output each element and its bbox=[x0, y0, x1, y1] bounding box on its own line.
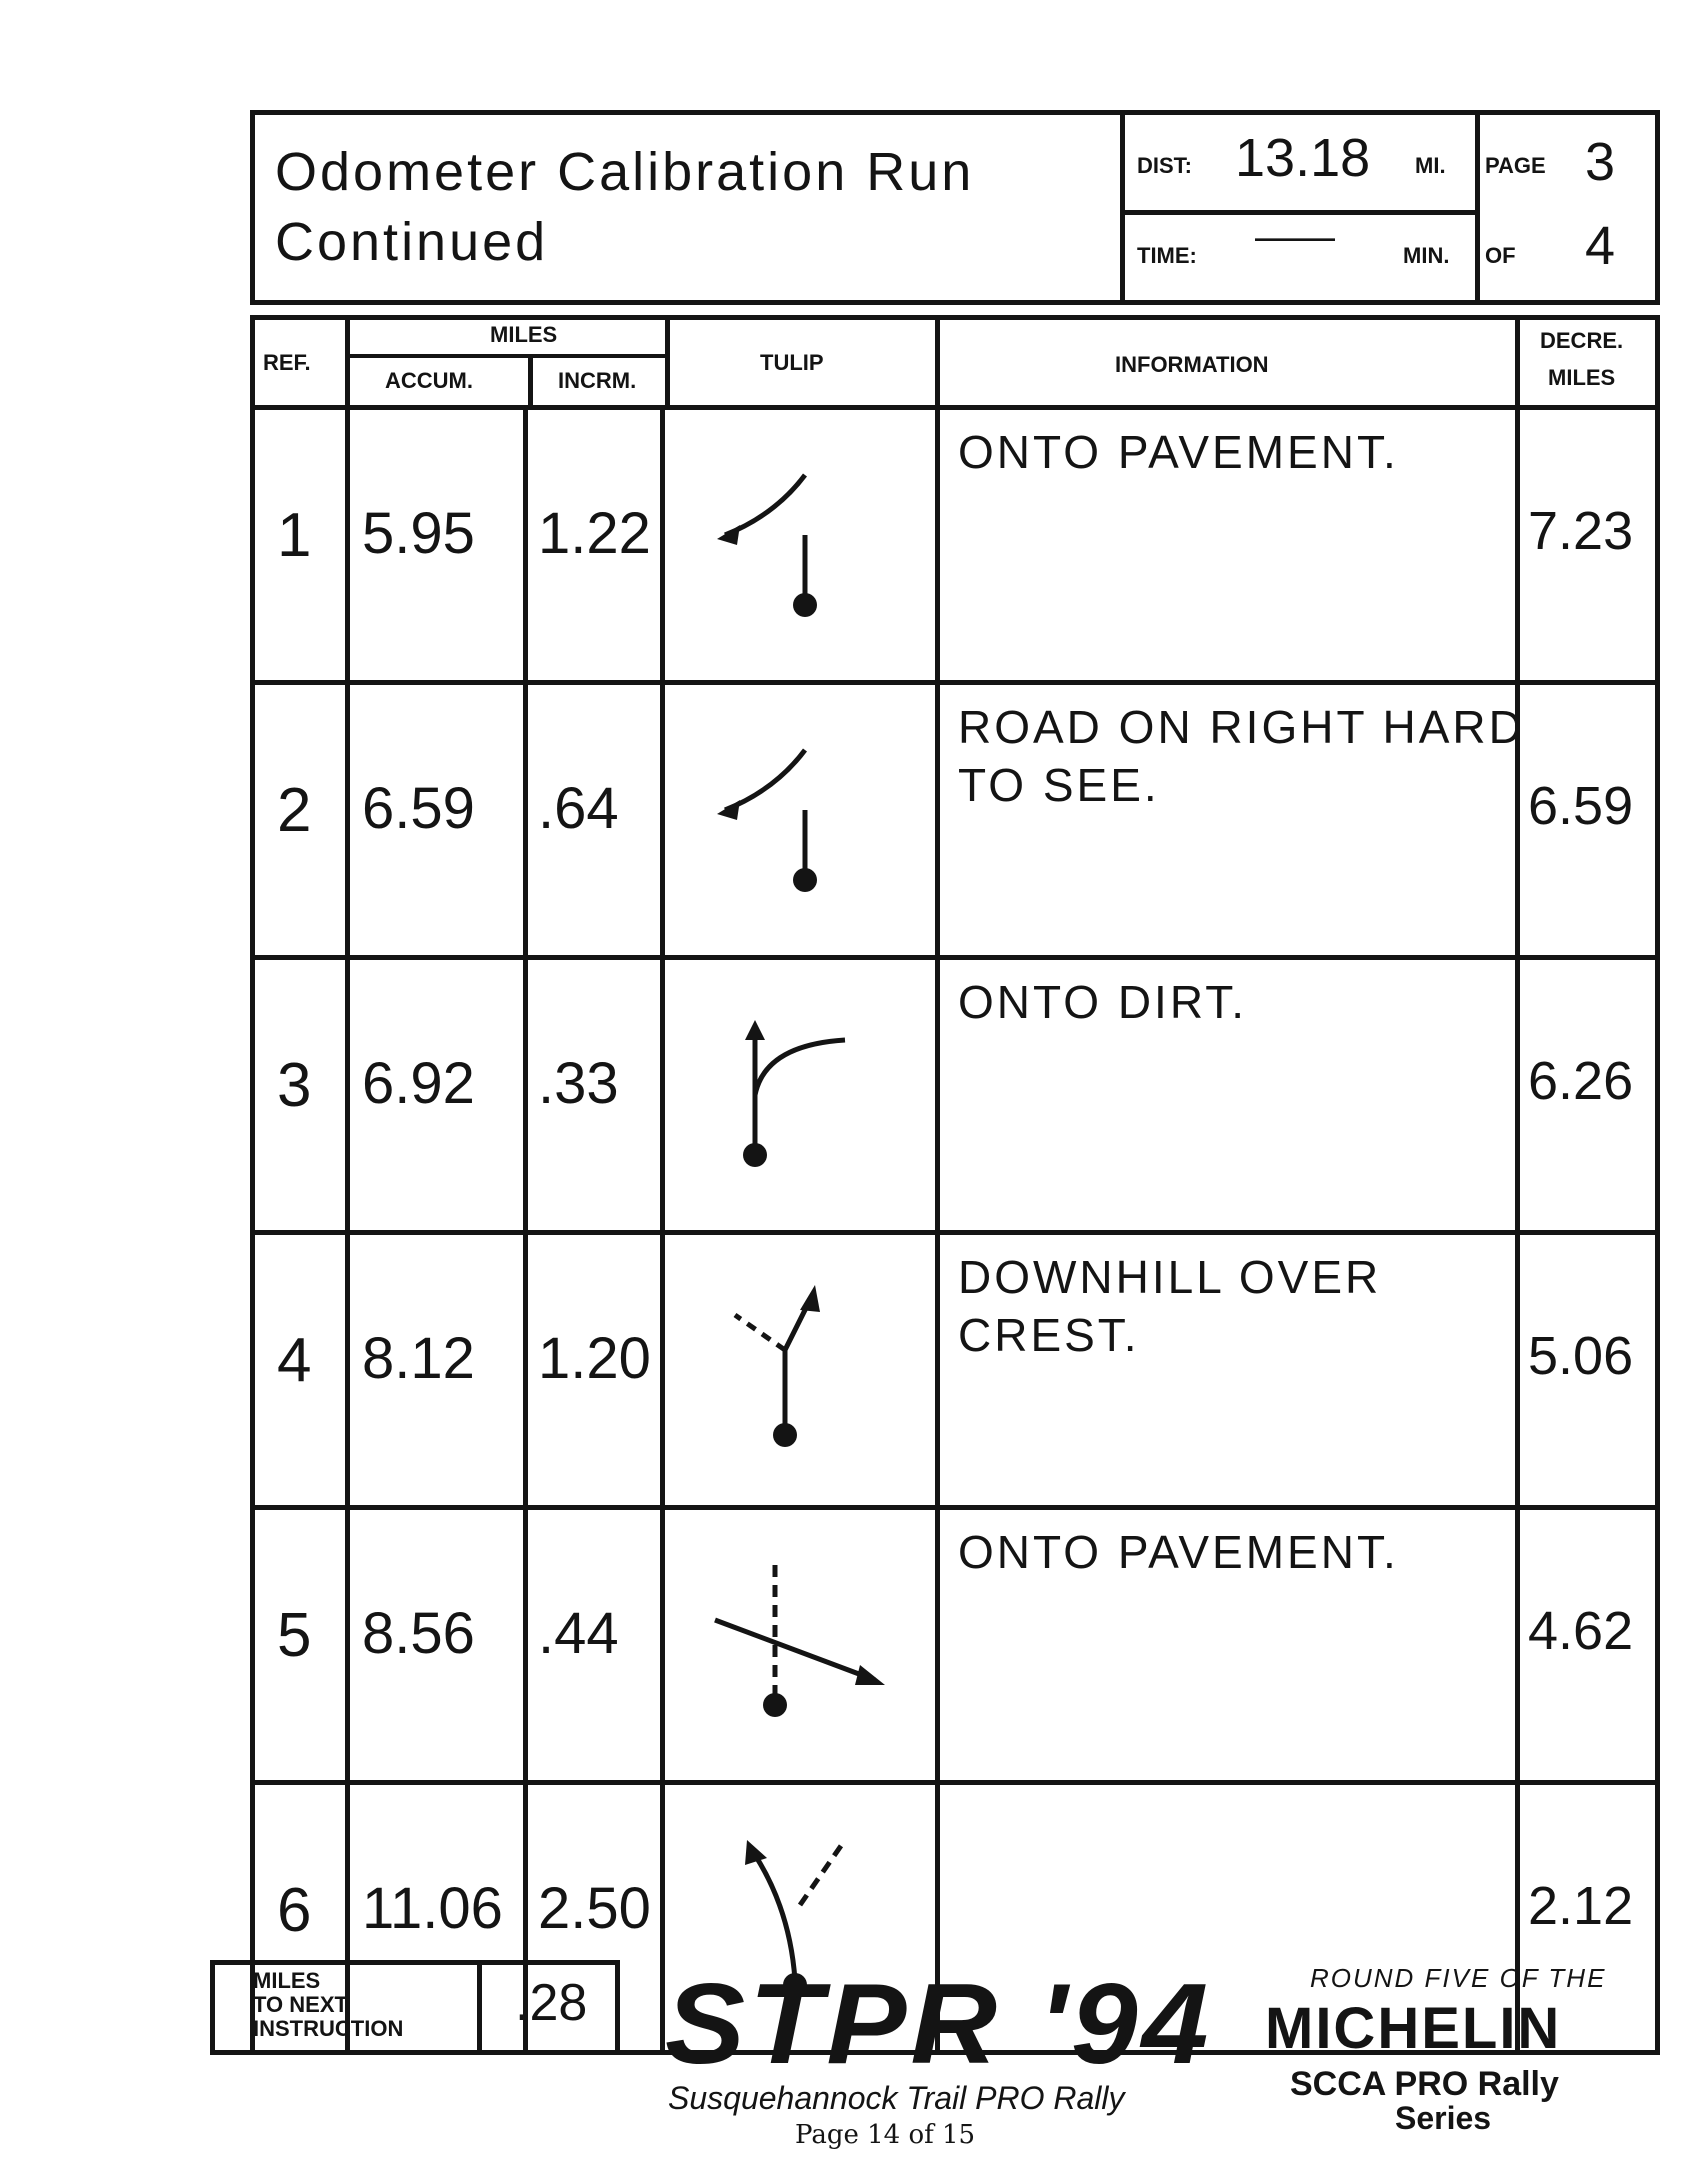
info-text: DOWNHILL OVER CREST. bbox=[958, 1251, 1382, 1361]
dist-value: 13.18 bbox=[1235, 128, 1371, 188]
time-label: TIME: bbox=[1137, 243, 1197, 268]
ref-number: 1 bbox=[277, 501, 312, 570]
accum-miles: 11.06 bbox=[362, 1876, 503, 1941]
decre-miles: 2.12 bbox=[1528, 1876, 1634, 1936]
series-round: ROUND FIVE OF THE bbox=[1310, 1963, 1607, 1993]
header-box bbox=[250, 110, 1660, 305]
info-text: ONTO DIRT. bbox=[958, 976, 1247, 1028]
instruction-table bbox=[250, 315, 1660, 2055]
tulip-cell bbox=[665, 405, 940, 680]
incrm-cell bbox=[528, 1230, 665, 1505]
tulip-cell bbox=[665, 680, 940, 955]
accum-miles: 8.56 bbox=[362, 1601, 475, 1666]
incrm-miles: .33 bbox=[538, 1051, 619, 1116]
title-line-1: Odometer Calibration Run bbox=[275, 142, 975, 202]
incrm-cell bbox=[528, 680, 665, 955]
decre-cell bbox=[1520, 1505, 1655, 1780]
decre-miles-header: MILES bbox=[1548, 365, 1616, 390]
time-unit: MIN. bbox=[1403, 243, 1450, 268]
incrm-cell bbox=[528, 405, 665, 680]
info-cell bbox=[940, 405, 1520, 680]
decre-cell bbox=[1520, 1230, 1655, 1505]
ref-cell bbox=[255, 1505, 350, 1780]
accum-cell bbox=[350, 1230, 528, 1505]
ref-number: 2 bbox=[277, 776, 312, 845]
decre-header-cell bbox=[1520, 320, 1655, 405]
rally-name: Susquehannock Trail PRO Rally bbox=[668, 2080, 1125, 2116]
of-label: OF bbox=[1485, 243, 1516, 268]
miles-header-cell bbox=[350, 320, 670, 405]
accum-miles: 8.12 bbox=[362, 1326, 475, 1391]
table-header-row bbox=[255, 320, 1655, 410]
miles-to-next-label: MILES TO NEXT INSTRUCTION bbox=[253, 1968, 404, 2041]
miles-header: MILES bbox=[490, 322, 558, 347]
next-divider bbox=[477, 1965, 482, 2050]
miles-to-next-box bbox=[210, 1960, 620, 2055]
ref-number: 3 bbox=[277, 1051, 312, 1120]
tulip-header: TULIP bbox=[760, 350, 824, 375]
decre-cell bbox=[1520, 680, 1655, 955]
decre-miles: 5.06 bbox=[1528, 1326, 1634, 1386]
incrm-miles: .64 bbox=[538, 776, 619, 841]
info-text: ROAD ON RIGHT HARD TO SEE. bbox=[958, 701, 1525, 811]
incrm-miles: 1.22 bbox=[538, 501, 651, 566]
incrm-cell bbox=[528, 955, 665, 1230]
right-turn-icon bbox=[695, 1545, 905, 1735]
accum-cell bbox=[350, 405, 528, 680]
incrm-header: INCRM. bbox=[558, 368, 637, 393]
info-text: ONTO PAVEMENT. bbox=[958, 1526, 1399, 1578]
ref-cell bbox=[255, 405, 350, 680]
accum-cell bbox=[350, 955, 528, 1230]
ref-number: 6 bbox=[277, 1876, 312, 1945]
accum-miles: 5.95 bbox=[362, 501, 475, 566]
title-line-2: Continued bbox=[275, 212, 549, 272]
info-header-cell bbox=[940, 320, 1520, 405]
table-row bbox=[255, 405, 1655, 685]
ref-cell bbox=[255, 680, 350, 955]
decre-miles: 4.62 bbox=[1528, 1601, 1634, 1661]
incrm-cell bbox=[528, 1505, 665, 1780]
series-label: Series bbox=[1395, 2100, 1492, 2136]
tulip-header-cell bbox=[665, 320, 940, 405]
ref-cell bbox=[255, 1230, 350, 1505]
tulip-cell bbox=[665, 1505, 940, 1780]
decre-miles: 7.23 bbox=[1528, 501, 1634, 561]
table-row bbox=[255, 680, 1655, 960]
info-text: ONTO PAVEMENT. bbox=[958, 426, 1399, 478]
page-value: 3 bbox=[1585, 132, 1616, 192]
info-header: INFORMATION bbox=[1115, 352, 1269, 377]
ref-header: REF. bbox=[263, 350, 311, 375]
info-cell bbox=[940, 1230, 1520, 1505]
decre-header: DECRE. bbox=[1540, 328, 1624, 353]
ref-number: 4 bbox=[277, 1326, 312, 1395]
series-name: SCCA PRO Rally bbox=[1290, 2065, 1559, 2103]
accum-divider bbox=[528, 354, 533, 405]
of-value: 4 bbox=[1585, 216, 1616, 276]
accum-miles: 6.92 bbox=[362, 1051, 475, 1116]
distance-box bbox=[1125, 115, 1475, 215]
page-number: Page 14 of 15 bbox=[795, 2120, 976, 2150]
left-turn-icon bbox=[695, 445, 905, 635]
decre-cell bbox=[1520, 405, 1655, 680]
accum-header: ACCUM. bbox=[385, 368, 473, 393]
accum-miles: 6.59 bbox=[362, 776, 475, 841]
distance-time-box bbox=[1120, 115, 1480, 300]
page-label: PAGE bbox=[1485, 153, 1546, 178]
ref-header-cell bbox=[255, 320, 350, 405]
decre-miles: 6.59 bbox=[1528, 776, 1634, 836]
table-row bbox=[255, 1505, 1655, 1785]
miles-divider bbox=[350, 354, 670, 358]
table-row bbox=[255, 1230, 1655, 1510]
decre-miles: 6.26 bbox=[1528, 1051, 1634, 1111]
miles-to-next-value: .28 bbox=[515, 1974, 588, 2032]
incrm-miles: .44 bbox=[538, 1601, 619, 1666]
decre-cell bbox=[1520, 955, 1655, 1230]
bear-right-icon bbox=[695, 1270, 905, 1460]
page-title bbox=[275, 137, 974, 277]
tulip-cell bbox=[665, 955, 940, 1230]
accum-cell bbox=[350, 680, 528, 955]
tulip-cell bbox=[665, 1230, 940, 1505]
info-cell bbox=[940, 680, 1525, 955]
info-cell bbox=[940, 955, 1520, 1230]
left-turn-icon bbox=[695, 720, 905, 910]
info-cell bbox=[940, 1505, 1520, 1780]
accum-cell bbox=[350, 1505, 528, 1780]
page-count-box bbox=[1475, 115, 1655, 300]
dist-unit: MI. bbox=[1415, 153, 1446, 178]
incrm-miles: 2.50 bbox=[538, 1876, 651, 1941]
ref-number: 5 bbox=[277, 1601, 312, 1670]
table-row bbox=[255, 955, 1655, 1235]
ref-cell bbox=[255, 955, 350, 1230]
stpr-logo: STPR '94 bbox=[665, 1960, 1213, 2088]
michelin-logo: MICHELIN bbox=[1265, 1996, 1562, 2061]
time-value: —— bbox=[1255, 215, 1335, 259]
straight-icon bbox=[695, 995, 905, 1185]
dist-label: DIST: bbox=[1137, 153, 1192, 178]
incrm-miles: 1.20 bbox=[538, 1326, 651, 1391]
